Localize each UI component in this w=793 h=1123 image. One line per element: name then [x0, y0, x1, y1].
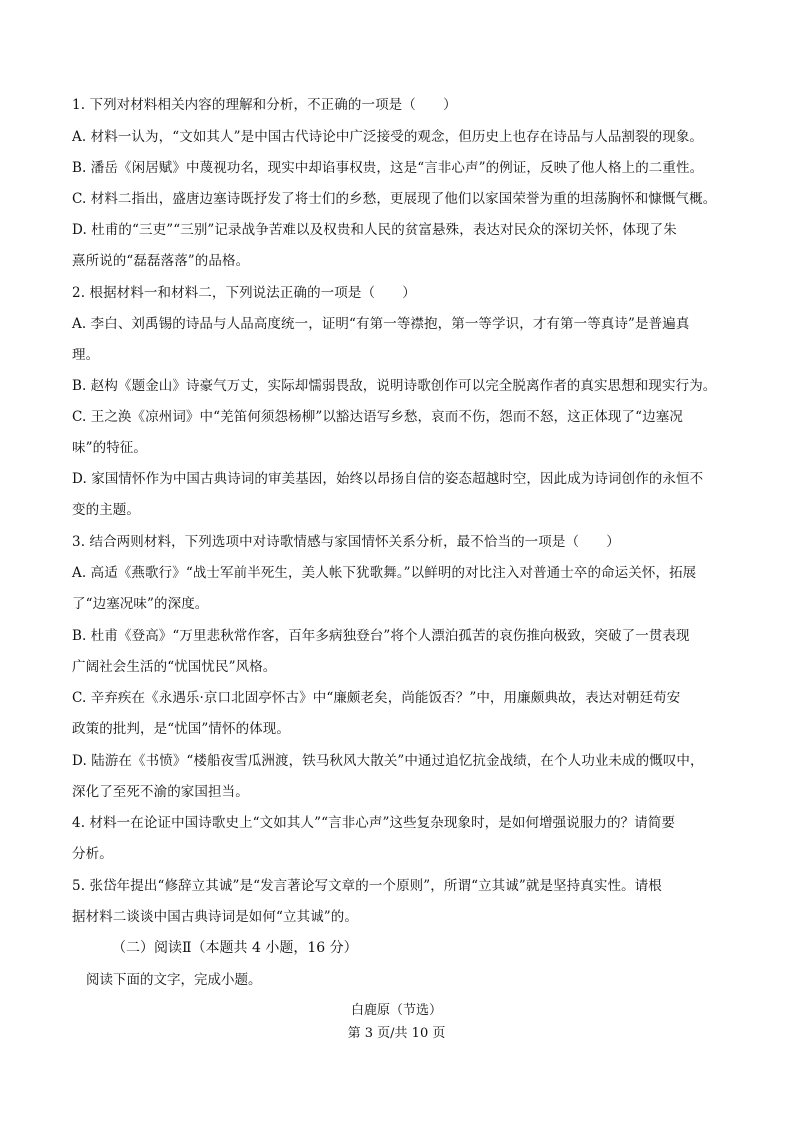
q3-option-c-line1: C. 辛弃疾在《永遇乐·京口北固亭怀古》中“廉颇老矣，尚能饭否？”中，用廉颇典故，表达对朝廷苟安 — [72, 690, 681, 706]
q5-line2: 据材料二谈谈中国古典诗词是如何“立其诚”的。 — [72, 909, 359, 925]
q2-option-d-line1: D. 家国情怀作为中国古典诗词的审美基因，始终以昂扬自信的姿态超越时空，因此成为诗词创作的永恒不 — [72, 471, 704, 487]
q3-option-a-line2: 了“边塞况味”的深度。 — [72, 596, 209, 612]
q2-option-b: B. 赵构《题金山》诗豪气万丈，实际却懦弱畏敌，说明诗歌创作可以完全脱离作者的真实思想和现实行为。 — [72, 378, 717, 394]
q2-option-c-line1: C. 王之涣《凉州词》中“羌笛何须怨杨柳”以豁达语写乡愁，哀而不伤，怨而不怒，这正体现了“边塞况 — [72, 409, 683, 425]
q1-stem: 1. 下列对材料相关内容的理解和分析，不正确的一项是（ ） — [72, 97, 457, 113]
q3-stem: 3. 结合两则材料，下列选项中对诗歌情感与家国情怀关系分析，最不恰当的一项是（ ） — [72, 534, 620, 550]
q3-option-d-line2: 深化了至死不渝的家国担当。 — [72, 784, 249, 800]
q3-option-d-line1: D. 陆游在《书愤》“楼船夜雪瓜洲渡，铁马秋风大散关”中通过追忆抗金战绩，在个人功业未成的慨叹中， — [72, 753, 704, 769]
passage-title: 白鹿原（节选） — [350, 1003, 442, 1018]
q2-option-a-line1: A. 李白、刘禹锡的诗品与人品高度统一，证明“有第一等襟抱，第一等学识，才有第一等真诗”是普遍真 — [72, 316, 690, 332]
section-intro: 阅读下面的文字，完成小题。 — [86, 972, 262, 988]
q1-option-d-line2: 熹所说的“磊磊落落”的品格。 — [72, 253, 250, 269]
section-heading: （二）阅读Ⅱ（本题共 4 小题，16 分） — [112, 940, 358, 956]
q1-option-b: B. 潘岳《闲居赋》中蔑视功名，现实中却谄事权贵，这是“言非心声”的例证，反映了他人格上的二重性。 — [72, 160, 704, 176]
q3-option-a-line1: A. 高适《燕歌行》“战士军前半死生，美人帐下犹歌舞。”以鲜明的对比注入对普通士卒的命运关怀，拓展 — [72, 565, 697, 581]
q1-option-a: A. 材料一认为，“文如其人”是中国古代诗论中广泛接受的观念，但历史上也存在诗品与人品割裂的现象。 — [72, 129, 704, 145]
q4-line1: 4. 材料一在论证中国诗歌史上“文如其人”“言非心声”这些复杂现象时，是如何增强说服力的？请简要 — [72, 815, 676, 831]
q1-option-c: C. 材料二指出，盛唐边塞诗既抒发了将士们的乡愁，更展现了他们以家国荣誉为重的坦荡胸怀和慷慨气概。 — [72, 191, 717, 207]
q3-option-b-line1: B. 杜甫《登高》“万里悲秋常作客，百年多病独登台”将个人漂泊孤苦的哀伤推向极致，突破了一贯表现 — [72, 628, 690, 644]
q3-option-b-line2: 广阔社会生活的“忧国忧民”风格。 — [72, 659, 277, 675]
q2-stem: 2. 根据材料一和材料二，下列说法正确的一项是（ ） — [72, 285, 416, 301]
q2-option-d-line2: 变的主题。 — [72, 502, 140, 518]
page-number: 第 3 页/共 10 页 — [347, 1026, 446, 1041]
q4-line2: 分析。 — [72, 846, 113, 862]
q1-option-d-line1: D. 杜甫的“三吏”“三别”记录战争苦难以及权贵和人民的贫富悬殊，表达对民众的深切关怀，体现了朱 — [72, 222, 677, 238]
q5-line1: 5. 张岱年提出“修辞立其诚”是“发言著论写文章的一个原则”，所谓“立其诚”就是坚持真实性。请根 — [72, 878, 662, 894]
q2-option-a-line2: 理。 — [72, 347, 100, 363]
q2-option-c-line2: 味”的特征。 — [72, 440, 148, 456]
q3-option-c-line2: 政策的批判，是“忧国”情怀的体现。 — [72, 721, 291, 737]
